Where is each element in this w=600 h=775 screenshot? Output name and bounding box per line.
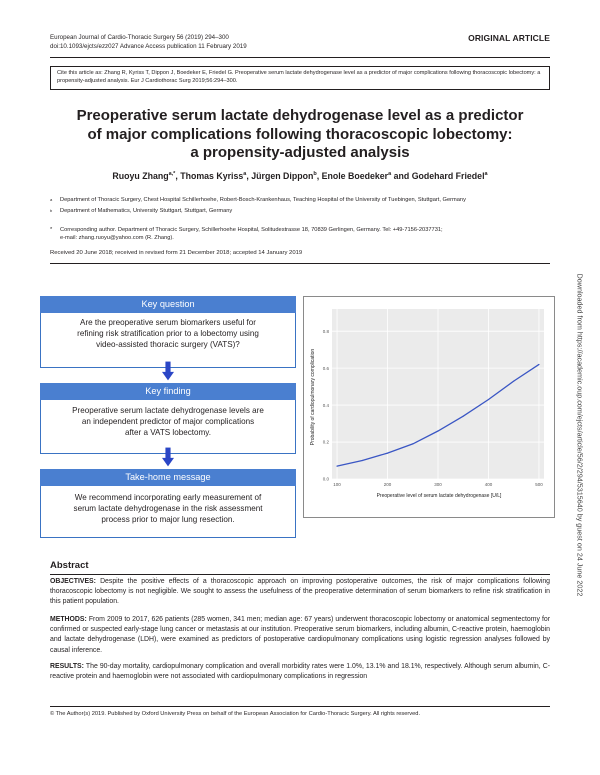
article-title [60,107,540,163]
abstract-objectives [50,577,550,608]
author-list [60,171,540,181]
affiliation-b [50,207,550,218]
take-home-heading: Take-home message [40,469,296,486]
take-home-line: process prior to major lung resection. [101,515,235,525]
series-point [538,364,539,365]
take-home-line: We recommend incorporating early measurement of [74,493,262,502]
title-line-1: Preoperative serum lactate dehydrogenase level as a predictor [76,107,524,124]
author-separator: and [391,171,412,181]
received-dates: Received 20 June 2018; received in revised form 21 December 2018; accepted 14 January 2019 [50,250,303,256]
author-separator: , [175,171,181,181]
x-axis-label: Preoperative level of serum lactate dehydrogenase [U/L] [376,493,502,499]
x-tick-label: 500 [535,482,543,487]
series-point [437,430,438,431]
author-affiliation-mark: a,* [168,171,176,178]
author-affiliation-mark: a [243,171,247,178]
series-point [513,380,514,381]
abstract-heading: Abstract [50,560,89,571]
y-tick-label: 0.0 [322,476,329,482]
objectives-label: OBJECTIVES: [50,578,96,585]
abstract-methods [50,615,550,656]
abstract-results [50,662,550,682]
probability-chart [304,297,554,517]
author-name: Thomas Kyriss [180,171,244,181]
series-point [488,399,489,400]
key-question-heading: Key question [40,296,296,313]
y-tick-label: 0.4 [322,402,329,408]
chart-grid [332,309,544,479]
affiliations [50,196,550,242]
download-note-text: Downloaded from https://academic.oup.com/ejcts/article/56/2/294/5315640 by guest on 24 June 2022 [575,273,585,597]
methods-label: METHODS: [50,616,87,623]
series-point [463,416,464,417]
author-name: Godehard Friedel [411,171,485,181]
key-finding-line: an independent predictor of major complications [81,417,255,427]
author-name: Enole Boedeker [321,171,389,181]
author-affiliation-mark: a [388,171,392,178]
results-text: The 90-day mortality, cardiopulmonary complication and overall morbidity rates were 1.0%, 13.1% and 18.1%, respectively. Although serum albumin, C-reactive protein and haemoglobin were not associated with cardiopulmonary complications in regression [50,663,550,681]
author-separator: , [316,171,322,181]
doi-line: doi:10.1093/ejcts/ezz027 Advance Access publication 11 February 2019 [50,42,247,50]
methods-text: From 2009 to 2017, 626 patients (285 women, 341 men; median age: 67 years) underwent thoracoscopic lobectomy or anatomical segmentectomy for confirmed or suspected early-stage lung cancer or metastasis at our institution. Preoperative serum biomarkers, including albumin, C-reactive protein, haemoglobin and lactate dehydrogenase (LDH), were examined as predictors of postoperative cardiopulmonary complications using logistic regression analyses followed by causal inference. [50,616,550,654]
key-finding-text [52,405,284,439]
key-question-line: Are the preoperative serum biomarkers useful for [80,318,256,327]
affiliation-text: Department of Thoracic Surgery, Chest Hospital Schillerhoehe, Robert-Bosch-Krankenhaus, Teaching Hospital of the University of Tuebingen, Stuttgart, Germany [60,197,466,203]
citation-box: Cite this article as: Zhang R, Kyriss T, Dippon J, Boedeker E, Friedel G. Preoperative serum lactate dehydrogenase level as a predictor of major complications following thoracoscopic lobectomy: a propensity-adjusted analysis. Eur J Cardiothorac Surg 2019;56:294–300. [50,66,550,90]
chart-panel [303,296,555,518]
affiliation-marker: b [50,208,53,214]
x-tick-label: 300 [434,482,442,487]
corresponding-email[interactable]: e-mail: zhang.ruoyu@yahoo.com (R. Zhang). [60,235,174,241]
key-question-text [52,317,284,351]
y-tick-label: 0.6 [322,365,329,371]
affiliation-text: Department of Mathematics, University Stuttgart, Stuttgart, Germany [60,208,233,215]
author-affiliation-mark: a [484,171,488,178]
author-affiliation-mark: b [313,171,317,178]
arrow-down-icon [162,360,174,382]
corresponding-author [50,226,550,243]
x-tick-label: 400 [484,482,493,487]
footer-rule [50,706,550,707]
series-point [362,460,363,461]
y-axis-label: Probability of cardiopulmonary complication [310,348,316,446]
x-tick-label: 200 [383,482,392,487]
affiliation-a [50,196,550,207]
corresponding-marker: * [50,226,53,233]
key-finding-line: Preoperative serum lactate dehydrogenase levels are [72,406,264,415]
article-type-label: ORIGINAL ARTICLE [468,33,550,43]
abstract-rule [50,574,550,575]
title-line-2: of major complications following thoracoscopic lobectomy: [87,125,513,143]
key-question-line: refining risk stratification prior to a lobectomy using [77,329,259,339]
y-tick-label: 0.2 [322,439,329,445]
download-side-note [574,215,586,655]
corresponding-text: Corresponding author. Department of Thoracic Surgery, Schillerhoehe Hospital, Solitudestrasse 18, 70839 Gerlingen, Germany. Tel: +49-7156-2037731; [60,226,443,233]
author-name: Jürgen Dippon [251,171,314,181]
author-name: Ruoyu Zhang [112,171,169,181]
y-tick-label: 0.8 [322,328,329,334]
key-finding-heading: Key finding [40,383,296,400]
series-point [336,465,337,466]
x-tick-label: 100 [333,482,341,487]
objectives-text: Despite the positive effects of a thoracoscopic approach on improving postoperative outcomes, the risk of major complications following thoracoscopic lobectomy is not negligible. We sought to assess the usefulness of the preoperative determination of serum biomarkers to refine risk stratification in this patient population. [50,578,550,606]
arrow-down-icon [162,446,174,468]
series-point [412,443,413,444]
key-question-line: video-assisted thoracic surgery (VATS)? [96,340,240,350]
journal-line: European Journal of Cardio-Thoracic Surgery 56 (2019) 294–300 [50,34,229,41]
author-separator: , [246,171,252,181]
key-finding-line: after a VATS lobectomy. [125,428,211,438]
series-point [387,453,388,454]
results-label: RESULTS: [50,663,84,670]
affiliation-marker: a [50,197,53,202]
take-home-line: serum lactate dehydrogenase in the risk assessment [73,504,263,514]
copyright-line: © The Author(s) 2019. Published by Oxford University Press on behalf of the European Association for Cardio-Thoracic Surgery. All rights reserved. [50,711,421,717]
title-line-3: a propensity-adjusted analysis [190,144,410,161]
header-rule [50,57,550,58]
section-rule [50,263,550,264]
journal-header [50,34,247,51]
take-home-text [52,492,284,526]
